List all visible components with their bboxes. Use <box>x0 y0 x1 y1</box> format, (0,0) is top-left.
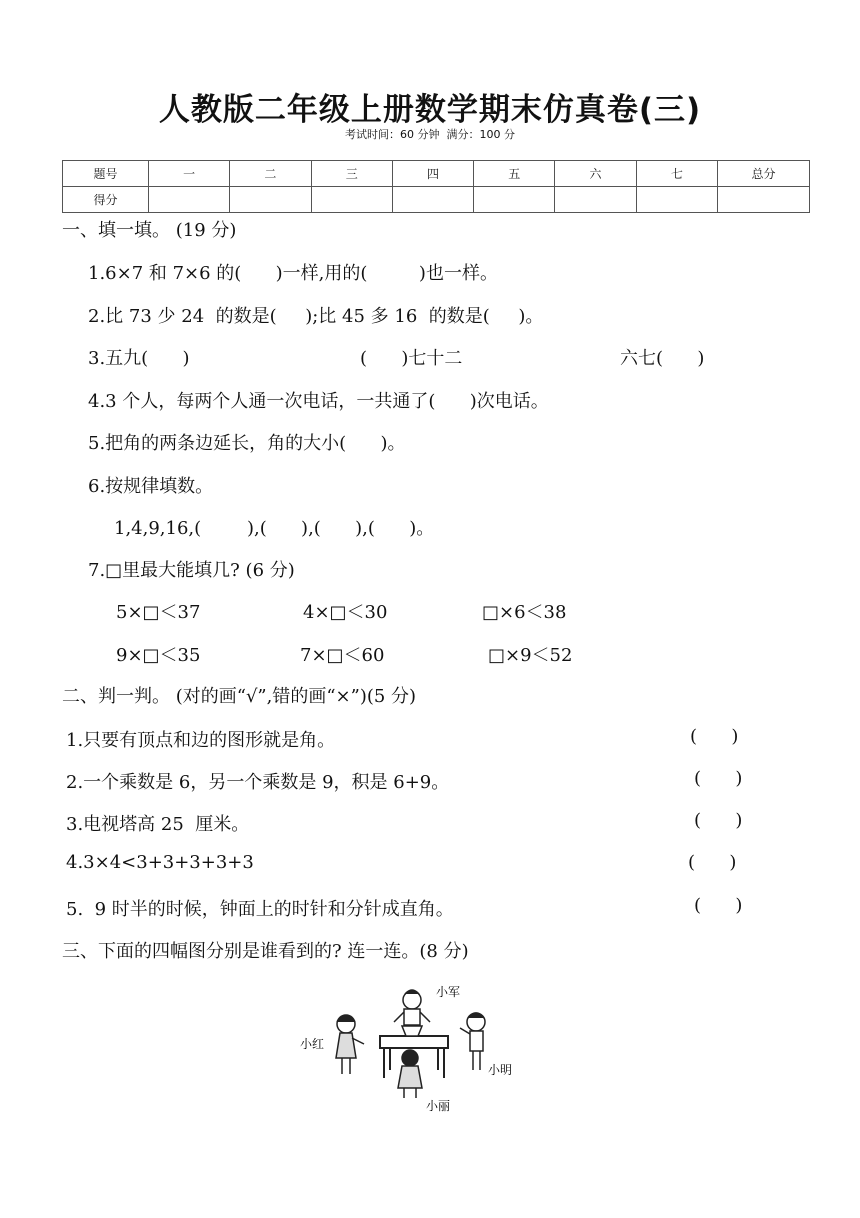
xiaoli-figure <box>398 1050 422 1098</box>
question-1-7-item: □×6＜38 <box>482 602 567 623</box>
score-header-cell: 三 <box>311 161 392 187</box>
score-header-cell: 总分 <box>718 161 810 187</box>
question-1-7-item: 7×□＜60 <box>300 645 385 666</box>
score-header-cell: 五 <box>474 161 555 187</box>
judge-blank[interactable]: ( ) <box>690 726 739 747</box>
section-1-title: 一、填一填。 (19 分) <box>62 220 237 241</box>
figure-label-xiaoming: 小明 <box>488 1063 513 1077</box>
xiaoming-figure <box>460 1013 485 1070</box>
question-1-5: 5.把角的两条边延长，角的大小( )。 <box>88 433 406 454</box>
score-row-label: 得分 <box>63 187 149 213</box>
figure-label-xiaohong: 小红 <box>300 1037 325 1051</box>
section-2-title: 二、判一判。 (对的画“√”,错的画“×”)(5 分) <box>62 686 417 707</box>
question-1-1: 1.6×7 和 7×6 的( )一样,用的( )也一样。 <box>88 263 498 284</box>
figure-label-xiaoli: 小丽 <box>426 1099 451 1113</box>
question-1-6-sequence: 1,4,9,16,( ),( ),( ),( )。 <box>114 518 435 539</box>
score-cell[interactable] <box>149 187 230 213</box>
score-header-cell: 六 <box>555 161 636 187</box>
judge-item-5: 5. 9 时半的时候，钟面上的时针和分针成直角。 <box>66 899 454 920</box>
page-title: 人教版二年级上册数学期末仿真卷(三) <box>158 92 702 128</box>
judge-blank[interactable]: ( ) <box>694 810 743 831</box>
question-1-7: 7.□里最大能填几? (6 分) <box>88 560 295 581</box>
exam-info: 考试时间：60 分钟 满分：100 分 <box>345 128 515 141</box>
score-cell[interactable] <box>636 187 717 213</box>
score-table <box>62 160 810 213</box>
score-header-cell: 四 <box>392 161 473 187</box>
score-header-cell: 七 <box>636 161 717 187</box>
judge-item-2: 2.一个乘数是 6，另一个乘数是 9，积是 6+9。 <box>66 772 450 793</box>
judge-item-3: 3.电视塔高 25 厘米。 <box>66 814 250 835</box>
score-table-header-row <box>63 161 810 187</box>
judge-item-4: 4.3×4<3+3+3+3+3 <box>66 852 254 873</box>
question-1-4: 4.3 个人，每两个人通一次电话，一共通了( )次电话。 <box>88 391 549 412</box>
xiaohong-figure <box>336 1015 364 1074</box>
question-1-6: 6.按规律填数。 <box>88 476 214 497</box>
score-header-cell: 二 <box>230 161 311 187</box>
score-cell[interactable] <box>230 187 311 213</box>
question-1-3a: 3.五九( ) <box>88 348 190 369</box>
question-1-7-item: 5×□＜37 <box>116 602 201 623</box>
question-1-7-item: □×9＜52 <box>488 645 573 666</box>
score-cell[interactable] <box>474 187 555 213</box>
section-3-title: 三、下面的四幅图分别是谁看到的? 连一连。(8 分) <box>62 941 469 962</box>
judge-blank[interactable]: ( ) <box>694 895 743 916</box>
question-1-7-item: 9×□＜35 <box>116 645 201 666</box>
question-1-3c: 六七( ) <box>620 348 705 369</box>
xiaojun-figure <box>394 990 430 1036</box>
score-cell[interactable] <box>392 187 473 213</box>
score-cell[interactable] <box>718 187 810 213</box>
question-1-2: 2.比 73 少 24 的数是( );比 45 多 16 的数是( )。 <box>88 306 544 327</box>
score-header-cell: 题号 <box>63 161 149 187</box>
score-cell[interactable] <box>311 187 392 213</box>
judge-blank[interactable]: ( ) <box>694 768 743 789</box>
question-1-3b: ( )七十二 <box>360 348 463 369</box>
judge-blank[interactable]: ( ) <box>688 852 737 873</box>
figure-label-xiaojun: 小军 <box>436 985 461 999</box>
judge-item-1: 1.只要有顶点和边的图形就是角。 <box>66 730 336 751</box>
question-1-7-item: 4×□＜30 <box>303 602 388 623</box>
children-around-table-illustration <box>298 978 548 1118</box>
score-table-score-row <box>63 187 810 213</box>
score-header-cell: 一 <box>149 161 230 187</box>
score-cell[interactable] <box>555 187 636 213</box>
